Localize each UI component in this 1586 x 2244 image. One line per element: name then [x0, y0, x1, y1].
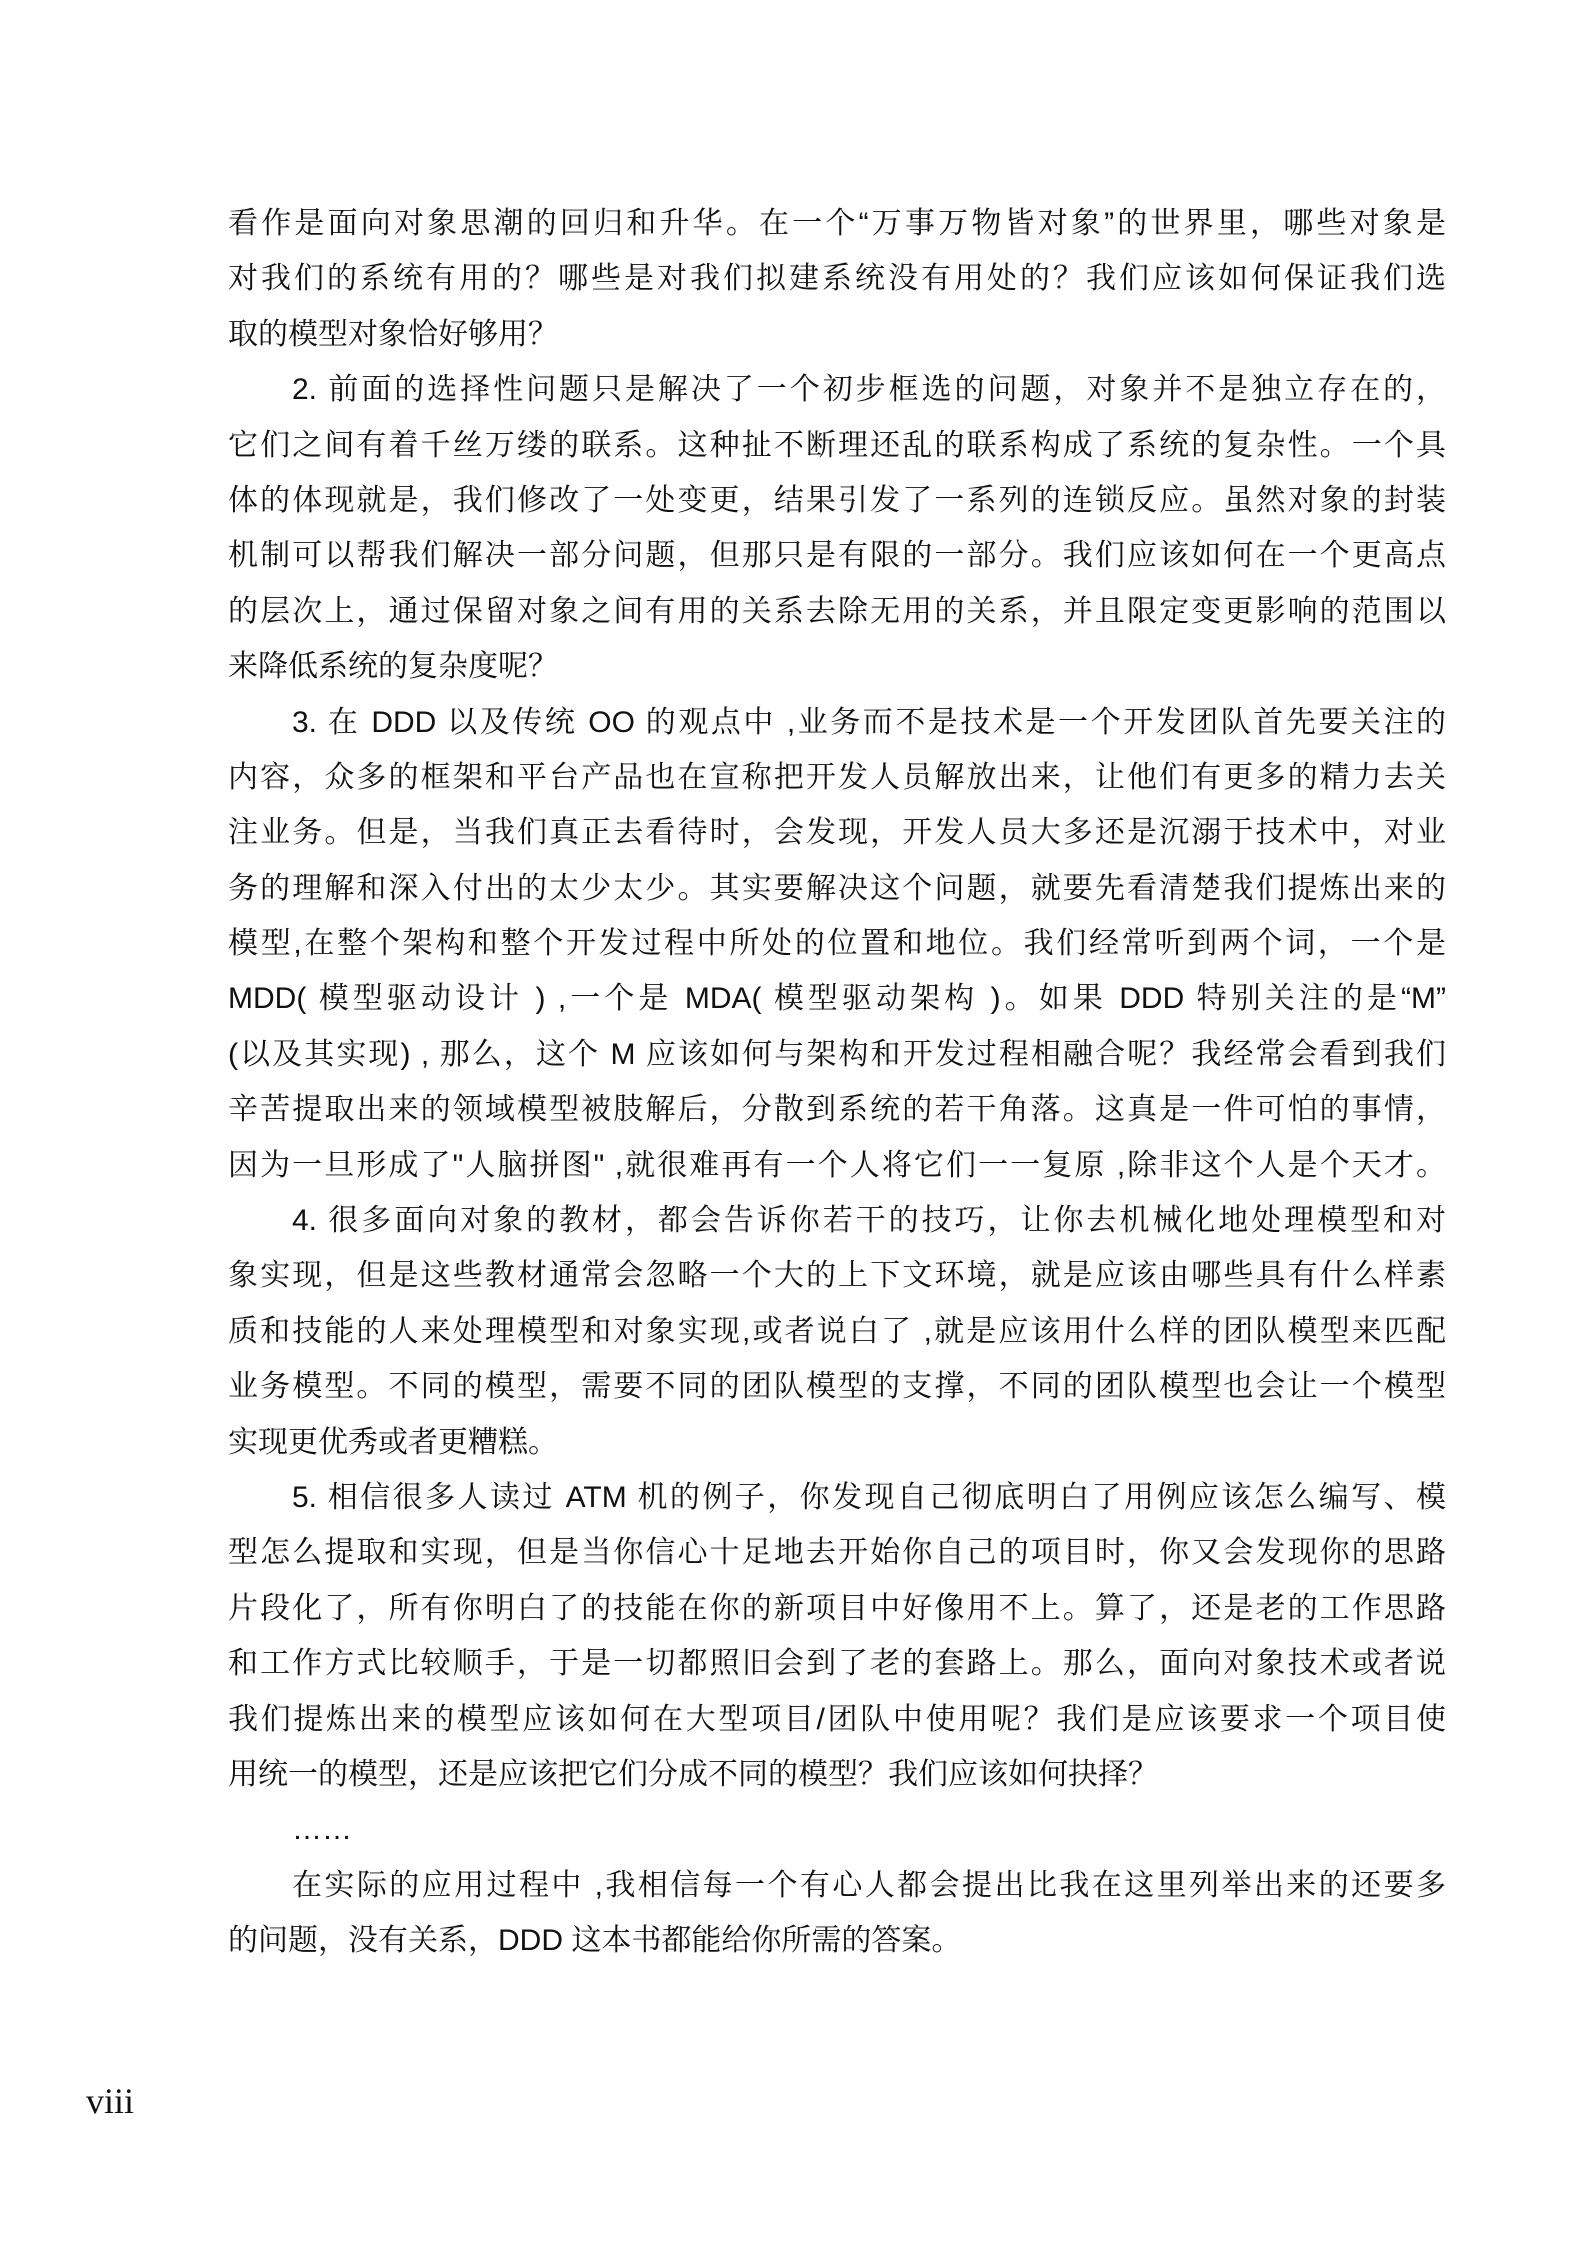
text-line: 2. 前面的选择性问题只是解决了一个初步框选的问题，对象并不是独立存在的，: [292, 373, 1446, 407]
ellipsis-line: ……: [292, 1813, 352, 1847]
text-line: 质和技能的人来处理模型和对象实现,或者说白了 ,就是应该用什么样的团队模型来匹配: [228, 1314, 1446, 1348]
text-line: 片段化了，所有你明白了的技能在你的新项目中好像用不上。算了，还是老的工作思路: [228, 1591, 1446, 1625]
text-line: 4. 很多面向对象的教材，都会告诉你若干的技巧，让你去机械化地处理模型和对: [292, 1204, 1446, 1238]
text-line: 因为一旦形成了"人脑拼图" ,就很难再有一个人将它们一一复原 ,除非这个人是个天才。: [228, 1148, 1446, 1182]
text-line: 型怎么提取和实现，但是当你信心十足地去开始你自己的项目时，你又会发现你的思路: [228, 1536, 1446, 1570]
text-line: 用统一的模型，还是应该把它们分成不同的模型？我们应该如何抉择？: [228, 1757, 1158, 1791]
text-line: 的层次上，通过保留对象之间有用的关系去除无用的关系，并且限定变更影响的范围以: [228, 594, 1446, 628]
text-line: 实现更优秀或者更糟糕。: [228, 1425, 558, 1459]
text-line: 体的体现就是，我们修改了一处变更，结果引发了一系列的连锁反应。虽然对象的封装: [228, 483, 1446, 517]
text-line: 内容，众多的框架和平台产品也在宣称把开发人员解放出来，让他们有更多的精力去关: [228, 760, 1446, 794]
text-line: 取的模型对象恰好够用？: [228, 317, 558, 351]
text-line: 务的理解和深入付出的太少太少。其实要解决这个问题，就要先看清楚我们提炼出来的: [228, 871, 1446, 905]
text-line: 业务模型。不同的模型，需要不同的团队模型的支撑，不同的团队模型也会让一个模型: [228, 1370, 1446, 1404]
text-line: 注业务。但是，当我们真正去看待时，会发现，开发人员大多还是沉溺于技术中，对业: [228, 816, 1446, 850]
text-line: 3. 在 DDD 以及传统 OO 的观点中 ,业务而不是技术是一个开发团队首先要关注的: [292, 705, 1446, 739]
text-line: 它们之间有着千丝万缕的联系。这种扯不断理还乱的联系构成了系统的复杂性。一个具: [228, 428, 1446, 462]
text-line: 和工作方式比较顺手，于是一切都照旧会到了老的套路上。那么，面向对象技术或者说: [228, 1647, 1446, 1681]
text-line: 的问题，没有关系，DDD 这本书都能给你所需的答案。: [228, 1924, 962, 1958]
text-line: 对我们的系统有用的？哪些是对我们拟建系统没有用处的？我们应该如何保证我们选: [228, 262, 1446, 296]
text-line: 看作是面向对象思潮的回归和升华。在一个“万事万物皆对象”的世界里，哪些对象是: [228, 207, 1446, 240]
page-number: viii: [86, 2081, 135, 2121]
text-line: (以及其实现) , 那么，这个 M 应该如何与架构和开发过程相融合呢？我经常会看到我们: [228, 1037, 1446, 1071]
text-line: MDD( 模型驱动设计 ) ,一个是 MDA( 模型驱动架构 )。如果 DDD 特别关注的是“M”: [228, 982, 1446, 1016]
text-line: 我们提炼出来的模型应该如何在大型项目/团队中使用呢？我们是应该要求一个项目使: [228, 1702, 1446, 1736]
text-line: 机制可以帮我们解决一部分问题，但那只是有限的一部分。我们应该如何在一个更高点: [228, 539, 1446, 573]
text-line: 来降低系统的复杂度呢？: [228, 650, 558, 684]
text-line: 模型,在整个架构和整个开发过程中所处的位置和地位。我们经常听到两个词，一个是: [228, 927, 1446, 961]
text-line: 在实际的应用过程中 ,我相信每一个有心人都会提出比我在这里列举出来的还要多: [292, 1868, 1446, 1902]
text-line: 象实现，但是这些教材通常会忽略一个大的上下文环境，就是应该由哪些具有什么样素: [228, 1259, 1446, 1293]
text-line: 辛苦提取出来的领域模型被肢解后，分散到系统的若干角落。这真是一件可怕的事情，: [228, 1093, 1446, 1127]
body-text: [228, 196, 1446, 1969]
text-line: 5. 相信很多人读过 ATM 机的例子，你发现自己彻底明白了用例应该怎么编写、模: [292, 1480, 1446, 1514]
